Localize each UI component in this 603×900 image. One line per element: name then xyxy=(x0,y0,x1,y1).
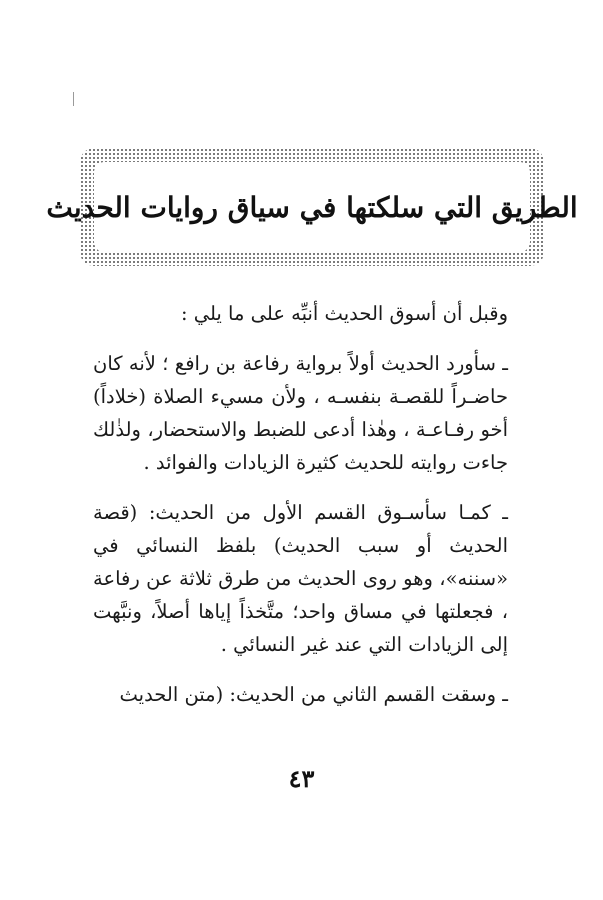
paragraph-second-section: ـ وسقت القسم الثاني من الحديث: (متن الحديث xyxy=(119,683,508,706)
intro-paragraph: وقبل أن أسوق الحديث أنبِّه على ما يلي : xyxy=(180,302,508,325)
page-number: ٤٣ xyxy=(288,764,315,793)
title-frame-inner xyxy=(46,162,578,252)
page-title: الطريق التي سلكتها في سياق روايات الحديث xyxy=(46,190,578,224)
paragraph-first-section: ـ كمـا سأسـوق القسم الأول من الحديث: (قصة الحديث أو سبب الحديث) بلفظ النسائي في «سننه»، وهو روى الحديث من طرق ثلاثة عن رفاعة ، فجعلتها في مساق واحد؛ متَّخذاً إياها أصلاً، ونبَّهت إلى الزيادات التي عند غير النسائي . xyxy=(93,501,508,656)
body-text xyxy=(93,297,508,711)
paragraph-rifaa-narration: ـ سأورد الحديث أولاً برواية رفاعة بن رافع ؛ لأنه كان حاضـراً للقصـة بنفسـه ، ولأن مسيء الصلاة (خلاداً) أخو رفـاعـة ، وهٰذا أدعى للضبط والاستحضار، ولذٰلك جاءت روايته للحديث كثيرة الزيادات والفوائد . xyxy=(93,352,508,474)
margin-mark xyxy=(73,92,74,106)
title-frame xyxy=(46,148,578,266)
